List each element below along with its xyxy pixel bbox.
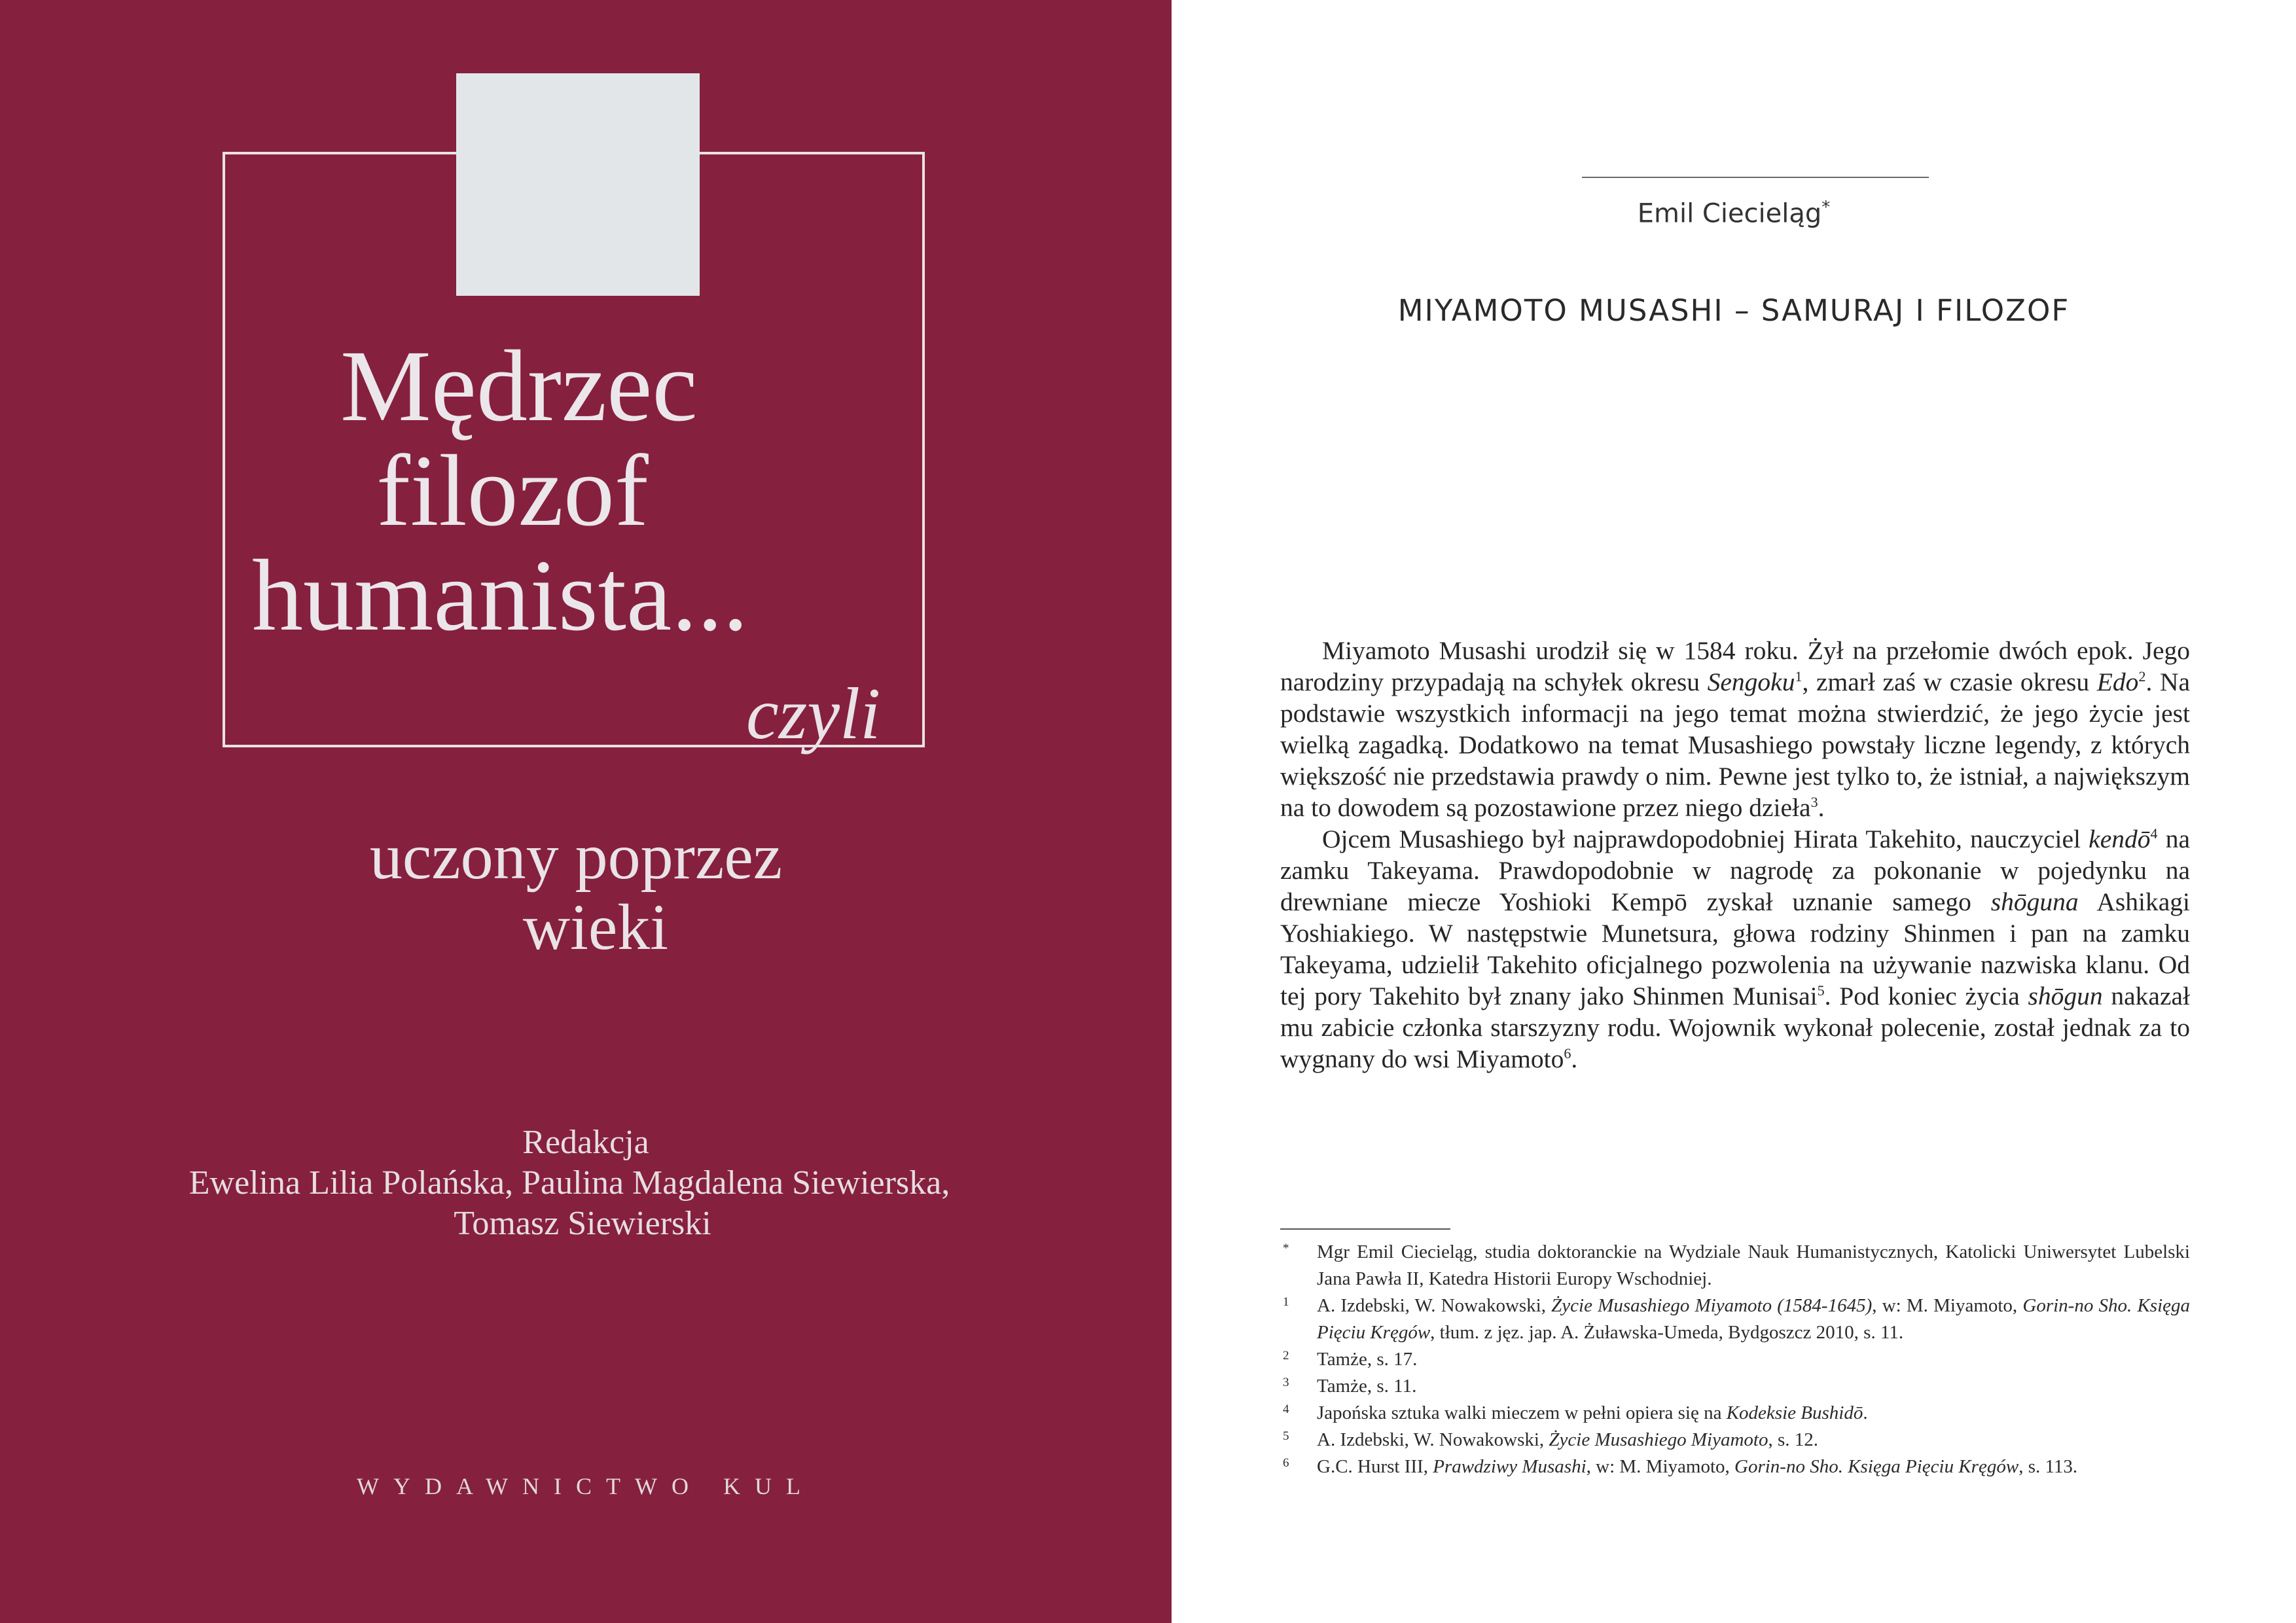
footnote-italic: Życie Musashiego Miyamoto xyxy=(1549,1429,1768,1450)
footnote-text: A. Izdebski, W. Nowakowski, xyxy=(1317,1429,1549,1450)
footnote-italic: Kodeksie Bushidō xyxy=(1726,1402,1863,1423)
footnote-text: Mgr Emil Ciecieląg, studia doktoranckie na Wydziale Nauk Humanistycznych, Katolicki Uniwersytet Lubelski Jana Pawła II, Katedra Historii Europy Wschodniej. xyxy=(1317,1241,2190,1289)
text-run: . xyxy=(1818,793,1825,822)
footnote xyxy=(1280,1454,2190,1480)
cover-title xyxy=(252,329,749,652)
editors-names: Tomasz Siewierski xyxy=(454,1205,711,1242)
footnote xyxy=(1280,1373,2190,1400)
footnote-ref: 1 xyxy=(1795,668,1803,685)
footnote-ref: 3 xyxy=(1810,793,1818,810)
cover-publisher: WYDAWNICTWO KUL xyxy=(356,1473,816,1499)
cover-title-line: filozof xyxy=(376,434,649,547)
text-run: . Pod koniec życia xyxy=(1824,982,2028,1010)
footnote-text: , s. 113. xyxy=(2018,1456,2078,1477)
footnote-ref: 5 xyxy=(1817,982,1825,999)
footnote-mark: 6 xyxy=(1283,1456,1289,1470)
paragraph xyxy=(1280,823,2190,1075)
footnote-text: , w: M. Miyamoto, xyxy=(1872,1295,2023,1316)
text-run: Miyamoto Musashi urodził się w 1584 roku. Żył na przełomie dwóch epok. Jego narodziny przypadają na schyłek okresu xyxy=(1280,636,2190,696)
text-run: . Na podstawie wszystkich informacji na jego temat można stwierdzić, że jego życie jest wielką zagadką. Dodatkowo na temat Musashiego powstały liczne legendy, z których większość nie przedstawia prawdy o nim. Pewne jest tylko to, że istniał, a największym na to dowodem są pozostawione przez niego dzieła xyxy=(1280,668,2191,822)
footnote-italic: Życie Musashiego Miyamoto (1584-1645) xyxy=(1551,1295,1873,1316)
article-body xyxy=(1280,635,2190,1075)
footnote-mark: 2 xyxy=(1283,1349,1289,1363)
footnote-italic: Prawdziwy Musashi xyxy=(1433,1456,1587,1477)
italic-term: Sengoku xyxy=(1707,668,1795,696)
cover-title-line: Mędrzec xyxy=(340,329,698,442)
italic-term: shōguna xyxy=(1990,887,2079,916)
text-run: , zmarł zaś w czasie okresu xyxy=(1802,668,2097,696)
author-text: Emil Ciecieląg xyxy=(1637,198,1822,229)
cover-subtitle-line: wieki xyxy=(522,891,669,963)
footnote-mark: 3 xyxy=(1283,1376,1289,1389)
footnote-text: , w: M. Miyamoto, xyxy=(1586,1456,1735,1477)
footnote-mark: * xyxy=(1283,1241,1289,1255)
footnote-mark: 4 xyxy=(1283,1402,1289,1416)
cover-editors xyxy=(0,1122,1172,1244)
paragraph xyxy=(1280,635,2190,823)
footnote xyxy=(1280,1427,2190,1454)
text-run: nakazał mu zabicie członka starszyzny rodu. Wojownik wykonał polecenie, został jednak za to wygnany do wsi Miyamoto xyxy=(1280,982,2191,1073)
editors-names: Ewelina Lilia Polańska, Paulina Magdalena Siewierska, xyxy=(188,1164,950,1202)
footnote-text: . xyxy=(1863,1402,1868,1423)
footnote-italic: Gorin-no Sho. Księga Pięciu Kręgów xyxy=(1317,1295,2190,1343)
footnote-italic: Gorin-no Sho. Księga Pięciu Kręgów xyxy=(1734,1456,2019,1477)
footnote-text: Tamże, s. 11. xyxy=(1317,1376,1417,1397)
footnote-mark: 5 xyxy=(1283,1429,1289,1443)
footnote-text: Japońska sztuka walki mieczem w pełni opiera się na xyxy=(1317,1402,1727,1423)
text-run: Ashikagi Yoshiakiego. W następstwie Munetsura, głowa rodziny Shinmen i pan na zamku Takeyama, udzielił Takehito oficjalnego pozwolenia na używanie nazwiska klanu. Od tej pory Takehito był znany jako Shinmen Munisai xyxy=(1280,887,2190,1010)
text-run: . xyxy=(1571,1044,1578,1073)
cover-title-line: humanista... xyxy=(252,539,749,652)
footnote-text: G.C. Hurst III, xyxy=(1317,1456,1433,1477)
article-page xyxy=(1172,0,2296,1623)
footnote-ref: 4 xyxy=(2150,825,2158,842)
article-title: MIYAMOTO MUSASHI – SAMURAJ I FILOZOF xyxy=(1397,293,2070,328)
footnote xyxy=(1280,1346,2190,1373)
footnote-mark: 1 xyxy=(1283,1295,1289,1309)
italic-term: kendō xyxy=(2089,825,2151,853)
footnote-text: , s. 12. xyxy=(1768,1429,1819,1450)
cover-square xyxy=(456,73,700,296)
footnote-text: , tłum. z jęz. jap. A. Żuławska-Umeda, Bydgoszcz 2010, s. 11. xyxy=(1430,1322,1904,1343)
text-run: na zamku Takeyama. Prawdopodobnie w nagrodę za pokonanie w pojedynku na drewniane miecze Yoshioki Kempō zyskał uznanie samego xyxy=(1280,825,2190,916)
footnote-rule xyxy=(1280,1228,1450,1230)
footnote-text: Tamże, s. 17. xyxy=(1317,1349,1418,1370)
cover-subtitle xyxy=(0,821,1172,963)
italic-term: shōgun xyxy=(2028,982,2103,1010)
italic-term: Edo xyxy=(2096,668,2139,696)
author-footnote-mark: * xyxy=(1821,198,1831,217)
footnote xyxy=(1280,1400,2190,1427)
footnote-ref: 6 xyxy=(1564,1044,1571,1061)
footnote xyxy=(1280,1293,2190,1346)
author-name xyxy=(1172,198,2296,228)
cover-czyli: czyli xyxy=(746,673,881,755)
editors-label: Redakcja xyxy=(522,1124,649,1161)
header-rule xyxy=(1582,177,1929,178)
cover-subtitle-line: uczony poprzez xyxy=(369,820,783,893)
footnotes xyxy=(1280,1239,2190,1480)
text-run: Ojcem Musashiego był najprawdopodobniej Hirata Takehito, nauczyciel xyxy=(1322,825,2089,853)
footnote-ref: 2 xyxy=(2138,668,2146,685)
footnote-text: A. Izdebski, W. Nowakowski, xyxy=(1317,1295,1552,1316)
footnote xyxy=(1280,1239,2190,1293)
